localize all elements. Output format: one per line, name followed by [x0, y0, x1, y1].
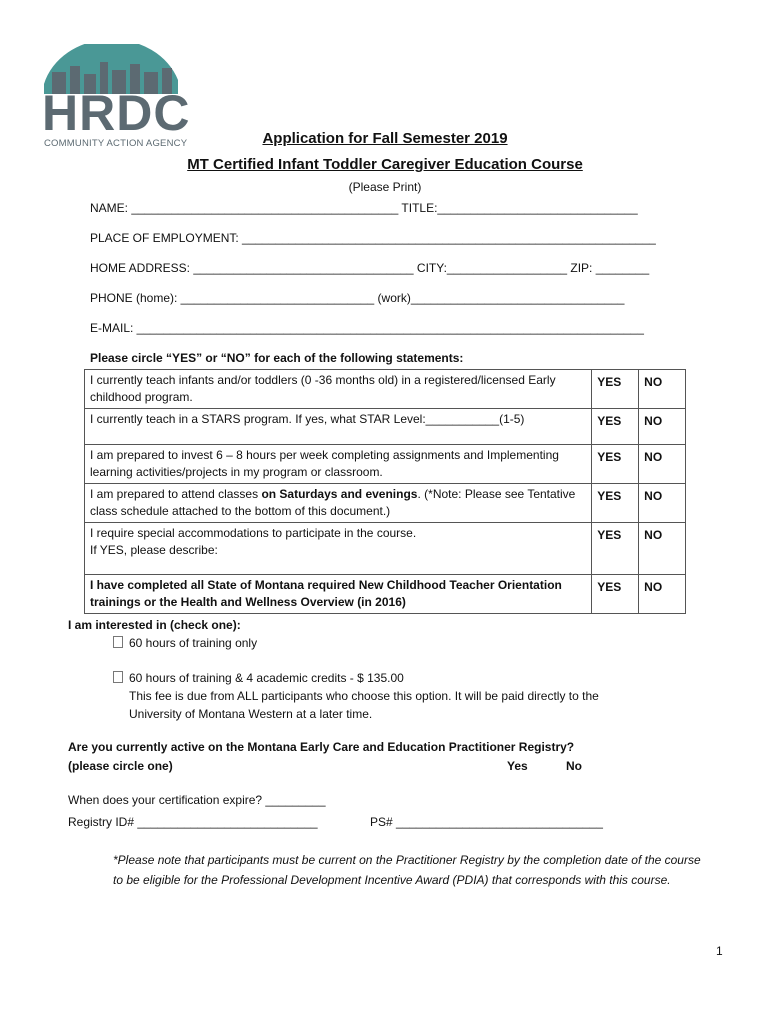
table-row — [85, 523, 686, 575]
phone-field[interactable]: PHONE (home): _____________________________ (work)________________________________ — [90, 291, 625, 305]
yes-option[interactable]: YES — [592, 409, 639, 445]
statement-line: If YES, please describe: — [90, 543, 218, 557]
checkbox-icon[interactable] — [113, 636, 123, 648]
option-label: 60 hours of training & 4 academic credits - $ 135.00 — [129, 671, 404, 685]
no-option[interactable]: NO — [639, 370, 686, 409]
statement-text — [85, 484, 592, 523]
yes-option[interactable]: YES — [592, 445, 639, 484]
option-fee-note: This fee is due from ALL participants who choose this option. It will be paid directly to the — [129, 689, 599, 703]
statement-text: I have completed all State of Montana required New Childhood Teacher Orientation trainings or the Health and Wellness Overview (in 2016) — [85, 575, 592, 614]
table-row — [85, 370, 686, 409]
statement-line: I require special accommodations to participate in the course. — [90, 526, 417, 540]
statement-text: I am prepared to invest 6 – 8 hours per week completing assignments and Implementing learning activities/projects in my program or classroom. — [85, 445, 592, 484]
table-row — [85, 575, 686, 614]
statement-text — [85, 523, 592, 575]
option-training-only[interactable] — [113, 636, 257, 650]
statement-text: I currently teach in a STARS program. If yes, what STAR Level:___________(1-5) — [85, 409, 592, 445]
option-label: 60 hours of training only — [129, 636, 258, 650]
no-option[interactable]: NO — [639, 484, 686, 523]
registry-id-field[interactable]: Registry ID# ___________________________ — [68, 815, 318, 829]
yes-option[interactable]: YES — [592, 370, 639, 409]
no-option[interactable]: NO — [639, 523, 686, 575]
footer-note: *Please note that participants must be current on the Practitioner Registry by the completion date of the course to be eligible for the Professional Development Incentive Award (PDIA) that corresponds with this course. — [113, 853, 701, 887]
interest-heading: I am interested in (check one): — [68, 618, 241, 632]
address-field[interactable]: HOME ADDRESS: _________________________________ CITY:__________________ ZIP: ________ — [90, 261, 650, 275]
statements-table — [84, 369, 686, 614]
option-training-credits[interactable] — [113, 671, 404, 685]
employment-field[interactable]: PLACE OF EMPLOYMENT: ______________________________________________________________ — [90, 231, 656, 245]
yes-option[interactable]: YES — [592, 523, 639, 575]
registry-circle-note: (please circle one) — [68, 759, 173, 773]
table-row — [85, 409, 686, 445]
checkbox-icon[interactable] — [113, 671, 123, 683]
statement-text: I currently teach infants and/or toddlers (0 -36 months old) in a registered/licensed Early childhood program. — [85, 370, 592, 409]
form-subtitle: MT Certified Infant Toddler Caregiver Education Course — [187, 156, 583, 173]
certification-expire-field[interactable]: When does your certification expire? _________ — [68, 793, 326, 807]
page-number: 1 — [716, 944, 723, 958]
no-option[interactable]: NO — [639, 409, 686, 445]
option-fee-note: University of Montana Western at a later time. — [129, 707, 373, 721]
logo-sub-text: COMMUNITY ACTION AGENCY — [44, 138, 188, 149]
registry-no-option[interactable]: No — [566, 759, 582, 773]
registry-question: Are you currently active on the Montana Early Care and Education Practitioner Registry? — [68, 740, 575, 754]
form-title: Application for Fall Semester 2019 — [262, 130, 508, 147]
table-row — [85, 484, 686, 523]
registry-yes-option[interactable]: Yes — [507, 759, 528, 773]
ps-number-field[interactable]: PS# _______________________________ — [370, 815, 603, 829]
statements-instruction: Please circle “YES” or “NO” for each of the following statements: — [90, 351, 464, 365]
print-note: (Please Print) — [348, 180, 422, 194]
statement-text-bold: on Saturdays and evenings — [261, 487, 418, 501]
email-field[interactable]: E-MAIL: ____________________________________________________________________________ — [90, 321, 644, 335]
table-row — [85, 445, 686, 484]
no-option[interactable]: NO — [639, 445, 686, 484]
name-title-field[interactable]: NAME: ________________________________________ TITLE:______________________________ — [90, 201, 638, 215]
yes-option[interactable]: YES — [592, 484, 639, 523]
logo-main-text: HRDC — [42, 85, 191, 141]
statement-text-pre: I am prepared to attend classes — [90, 487, 262, 501]
no-option[interactable]: NO — [639, 575, 686, 614]
statement-text-post: . (*Note: Please see Tentative class schedule attached to the bottom of this document.) — [90, 487, 576, 518]
yes-option[interactable]: YES — [592, 575, 639, 614]
